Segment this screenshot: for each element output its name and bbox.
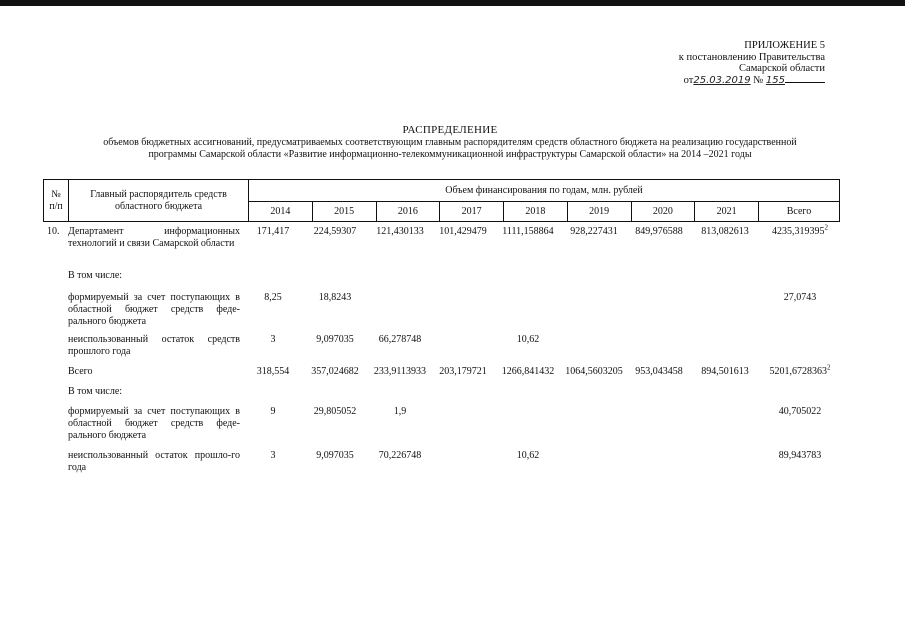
value-text: 233,9113933: [373, 366, 427, 377]
row-name: Всего: [68, 366, 93, 377]
header-year: 2016: [376, 202, 440, 222]
title-subtitle-2: программы Самарской области «Развитие информационно-телекоммуникационной инфраструктуры Самарской области» на 2014 –2021 годы: [148, 149, 752, 160]
value-text: 70,226748: [378, 450, 422, 461]
header-name: Главный распорядитель средств областного бюджета: [69, 180, 249, 222]
row-value: [302, 366, 368, 378]
value-text: 5201,6728363: [769, 366, 827, 377]
row-value: [243, 226, 303, 238]
row-name: неиспользованный остаток средств прошлого года: [68, 334, 240, 357]
value-text: 894,501613: [701, 366, 749, 377]
value-text: 9: [270, 406, 276, 417]
header-year: 2019: [567, 202, 631, 222]
value-text: 89,943783: [778, 450, 822, 461]
value-text: 1064,5603205: [565, 366, 623, 377]
value-text: 203,179721: [439, 366, 487, 377]
number-handwritten: 155: [765, 74, 785, 86]
value-text: 8,25: [264, 292, 282, 303]
row-total: [760, 292, 840, 304]
row-value: [302, 334, 368, 346]
row-value: [302, 450, 368, 462]
value-text: 171,417: [256, 226, 290, 237]
row-value: [561, 366, 627, 378]
header-year: 2015: [312, 202, 376, 222]
appendix-decree: к постановлению Правительства: [678, 51, 825, 63]
value-text: 18,8243: [318, 292, 352, 303]
row-value: [430, 366, 496, 378]
footnote-mark: 2: [824, 223, 828, 232]
value-text: 953,043458: [635, 366, 683, 377]
row-value: [495, 334, 561, 346]
value-text: 1,9: [393, 406, 407, 417]
value-text: 1111,158864: [502, 226, 554, 237]
row-name: формируемый за счет поступающих в областной бюджет средств феде-рального бюджета: [68, 406, 240, 441]
value-text: 10,62: [516, 334, 540, 345]
value-text: 40,705022: [778, 406, 822, 417]
header-year: 2021: [695, 202, 759, 222]
appendix-label: ПРИЛОЖЕНИЕ 5: [744, 40, 825, 51]
row-value: [626, 366, 692, 378]
row-value: [367, 226, 433, 238]
document-title: [50, 124, 850, 162]
value-text: 27,0743: [783, 292, 817, 303]
row-value: [302, 226, 368, 238]
title-heading: РАСПРЕДЕЛЕНИЕ: [402, 124, 498, 136]
row-value: [495, 366, 561, 378]
row-value: [243, 406, 303, 418]
value-text: 928,227431: [570, 226, 618, 237]
row-value: [367, 334, 433, 346]
row-total: [760, 450, 840, 462]
row-name: Департамент информационных технологий и связи Самарской области: [68, 226, 240, 249]
title-subtitle-1: объемов бюджетных ассигнований, предусматриваемых соответствующим главным распорядителям средств областного бюджета на реализацию государственной: [103, 136, 797, 148]
row-name: неиспользованный остаток прошло-го года: [68, 450, 240, 473]
row-name: В том числе:: [68, 270, 123, 281]
value-text: 357,024682: [311, 366, 359, 377]
row-value: [302, 292, 368, 304]
row-total: [760, 363, 840, 378]
footnote-mark: 2: [827, 363, 831, 372]
value-text: 1266,841432: [501, 366, 555, 377]
row-value: [561, 226, 627, 238]
header-num: № п/п: [44, 180, 69, 222]
appendix-header: [600, 40, 825, 86]
row-value: [243, 292, 303, 304]
value-text: 66,278748: [378, 334, 422, 345]
row-value: [243, 334, 303, 346]
date-prefix: от: [683, 74, 694, 86]
header-year: 2014: [249, 202, 313, 222]
value-text: 9,097035: [316, 450, 354, 461]
value-text: 3: [270, 334, 276, 345]
number-prefix: №: [753, 74, 764, 86]
value-text: 3: [270, 450, 276, 461]
header-year: 2020: [631, 202, 695, 222]
row-value: [367, 366, 433, 378]
row-value: [495, 450, 561, 462]
row-total: [760, 223, 840, 238]
row-name: формируемый за счет поступающих в областной бюджет средств феде-рального бюджета: [68, 292, 240, 327]
value-text: 121,430133: [376, 226, 424, 237]
row-total: [760, 406, 840, 418]
row-value: [495, 226, 561, 238]
value-text: 813,082613: [701, 226, 749, 237]
row-value: [243, 366, 303, 378]
row-value: [692, 226, 758, 238]
header-total: Всего: [759, 202, 840, 222]
value-text: 101,429479: [439, 226, 487, 237]
date-handwritten: 25.03.2019: [693, 74, 751, 86]
row-value: [626, 226, 692, 238]
row-value: [430, 226, 496, 238]
row-value: [243, 450, 303, 462]
value-text: 4235,319395: [772, 226, 825, 237]
header-year: 2017: [440, 202, 504, 222]
appendix-date-line: [684, 75, 825, 87]
value-text: 849,976588: [635, 226, 683, 237]
value-text: 29,805052: [313, 406, 357, 417]
row-name: В том числе:: [68, 386, 123, 397]
value-text: 9,097035: [316, 334, 354, 345]
row-number: 10.: [47, 226, 60, 237]
row-value: [367, 450, 433, 462]
row-value: [692, 366, 758, 378]
value-text: 224,59307: [313, 226, 357, 237]
header-finance: Объем финансирования по годам, млн. рублей: [249, 180, 840, 202]
table-header: [43, 179, 840, 222]
appendix-region: Самарской области: [739, 63, 825, 74]
value-text: 318,554: [256, 366, 290, 377]
row-value: [367, 406, 433, 418]
top-border: [0, 0, 905, 6]
header-year: 2018: [504, 202, 568, 222]
value-text: 10,62: [516, 450, 540, 461]
row-value: [302, 406, 368, 418]
